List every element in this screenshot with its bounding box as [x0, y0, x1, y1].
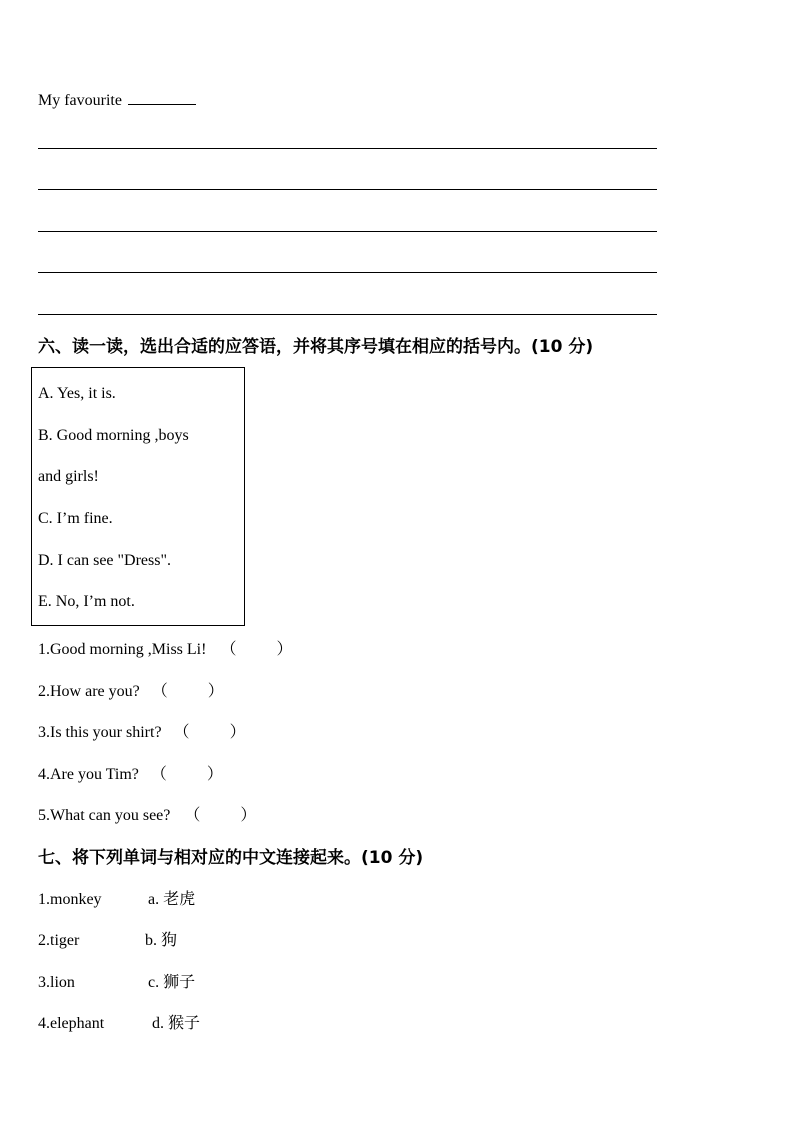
match-cn-c[interactable]: c. 狮子: [148, 974, 196, 991]
writing-prompt: [38, 88, 196, 111]
answer-paren-close[interactable]: ）: [229, 724, 246, 741]
answer-paren-open[interactable]: （: [173, 724, 190, 741]
match-word-2[interactable]: 2.tiger: [38, 932, 80, 949]
match-word-4[interactable]: 4.elephant: [38, 1015, 105, 1032]
question-3: [38, 723, 246, 743]
writing-prompt-text: My favourite: [38, 92, 122, 109]
match-word-3[interactable]: 3.lion: [38, 974, 75, 991]
question-text: 4.Are you Tim?: [38, 766, 139, 783]
answer-paren-open[interactable]: （: [220, 641, 237, 658]
question-text: 1.Good morning ,Miss Li!: [38, 641, 207, 658]
writing-line[interactable]: [38, 272, 657, 273]
writing-prompt-blank[interactable]: [128, 88, 196, 105]
writing-line[interactable]: [38, 314, 657, 315]
answer-paren-open[interactable]: （: [150, 766, 167, 783]
option-c: C. I’m fine.: [38, 510, 113, 527]
match-cn-b[interactable]: b. 狗: [145, 932, 178, 949]
question-text: 2.How are you?: [38, 683, 140, 700]
writing-line[interactable]: [38, 148, 657, 149]
option-b-continued: and girls!: [38, 468, 99, 485]
question-1: [38, 640, 292, 660]
writing-line[interactable]: [38, 231, 657, 232]
writing-line[interactable]: [38, 189, 657, 190]
answer-paren-close[interactable]: ）: [207, 683, 224, 700]
answer-paren-open[interactable]: （: [184, 807, 201, 824]
question-text: 3.Is this your shirt?: [38, 724, 162, 741]
question-2: [38, 682, 224, 702]
option-b: B. Good morning ,boys: [38, 427, 189, 444]
answer-paren-open[interactable]: （: [151, 683, 168, 700]
options-box: [31, 367, 245, 626]
option-a: A. Yes, it is.: [38, 385, 116, 402]
answer-paren-close[interactable]: ）: [276, 641, 293, 658]
option-d: D. I can see "Dress".: [38, 552, 172, 569]
question-4: [38, 765, 223, 785]
match-cn-a[interactable]: a. 老虎: [148, 891, 196, 908]
match-cn-d[interactable]: d. 猴子: [152, 1015, 201, 1032]
question-text: 5.What can you see?: [38, 807, 171, 824]
option-e: E. No, I’m not.: [38, 593, 135, 610]
match-word-1[interactable]: 1.monkey: [38, 891, 102, 908]
section7-title: 七、将下列单词与相对应的中文连接起来。(10 分): [38, 848, 424, 868]
question-5: [38, 806, 256, 826]
answer-paren-close[interactable]: ）: [206, 766, 223, 783]
section6-title: 六、读一读，选出合适的应答语，并将其序号填在相应的括号内。(10 分): [38, 337, 594, 357]
answer-paren-close[interactable]: ）: [240, 807, 257, 824]
